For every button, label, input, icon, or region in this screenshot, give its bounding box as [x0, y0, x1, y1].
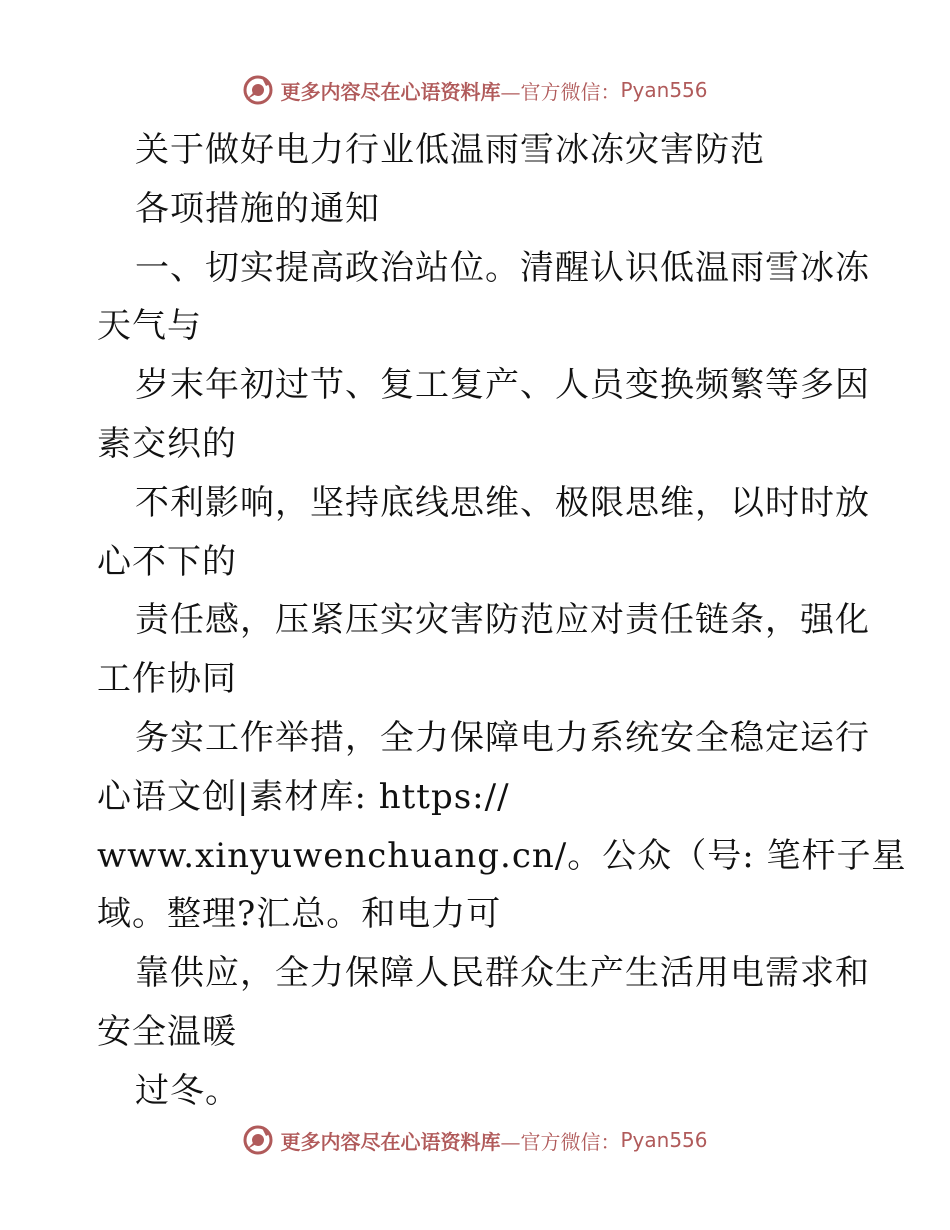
document-body	[97, 121, 907, 1121]
text-line: 天气与	[97, 306, 202, 347]
banner-wechat-label: —官方微信：	[500, 79, 621, 104]
header-watermark-banner	[0, 70, 950, 110]
text-line: 域。整理?汇总。和电力可	[97, 894, 502, 935]
text-line: 关于做好电力行业低温雨雪冰冻灾害防范	[135, 130, 765, 170]
text-line: 素交织的	[97, 423, 237, 464]
text-line: 安全温暖	[97, 1011, 237, 1052]
footer-watermark-banner	[0, 1120, 950, 1160]
text-line: 工作协同	[97, 659, 237, 700]
text-line: 过冬。	[135, 1070, 240, 1111]
text-line: 不利影响，坚持底线思维、极限思维，以时时放	[135, 482, 870, 523]
banner-site-text: 更多内容尽在心语资料库	[280, 79, 501, 104]
text-line: 心不下的	[97, 541, 237, 582]
text-line: 岁末年初过节、复工复产、人员变换频繁等多因	[135, 365, 870, 406]
text-line: www.xinyuwenchuang.cn/。公众（号: 笔杆子星	[97, 835, 907, 876]
banner-wechat-id: Pyan556	[620, 1128, 708, 1152]
text-line: 一、切实提高政治站位。清醒认识低温雨雪冰冻	[135, 247, 870, 288]
text-line: 责任感，压紧压实灾害防范应对责任链条，强化	[135, 600, 870, 641]
banner-wechat-id: Pyan556	[620, 78, 708, 102]
banner-site-text: 更多内容尽在心语资料库	[280, 1129, 501, 1154]
brand-logo-icon	[242, 1124, 274, 1156]
banner-wechat-label: —官方微信：	[500, 1129, 621, 1154]
text-line: 各项措施的通知	[135, 188, 380, 229]
brand-logo-icon	[242, 74, 274, 106]
text-line: 靠供应，全力保障人民群众生产生活用电需求和	[135, 953, 870, 994]
text-line: 心语文创|素材库: https://	[97, 776, 510, 817]
text-line: 务实工作举措，全力保障电力系统安全稳定运行	[135, 717, 870, 758]
